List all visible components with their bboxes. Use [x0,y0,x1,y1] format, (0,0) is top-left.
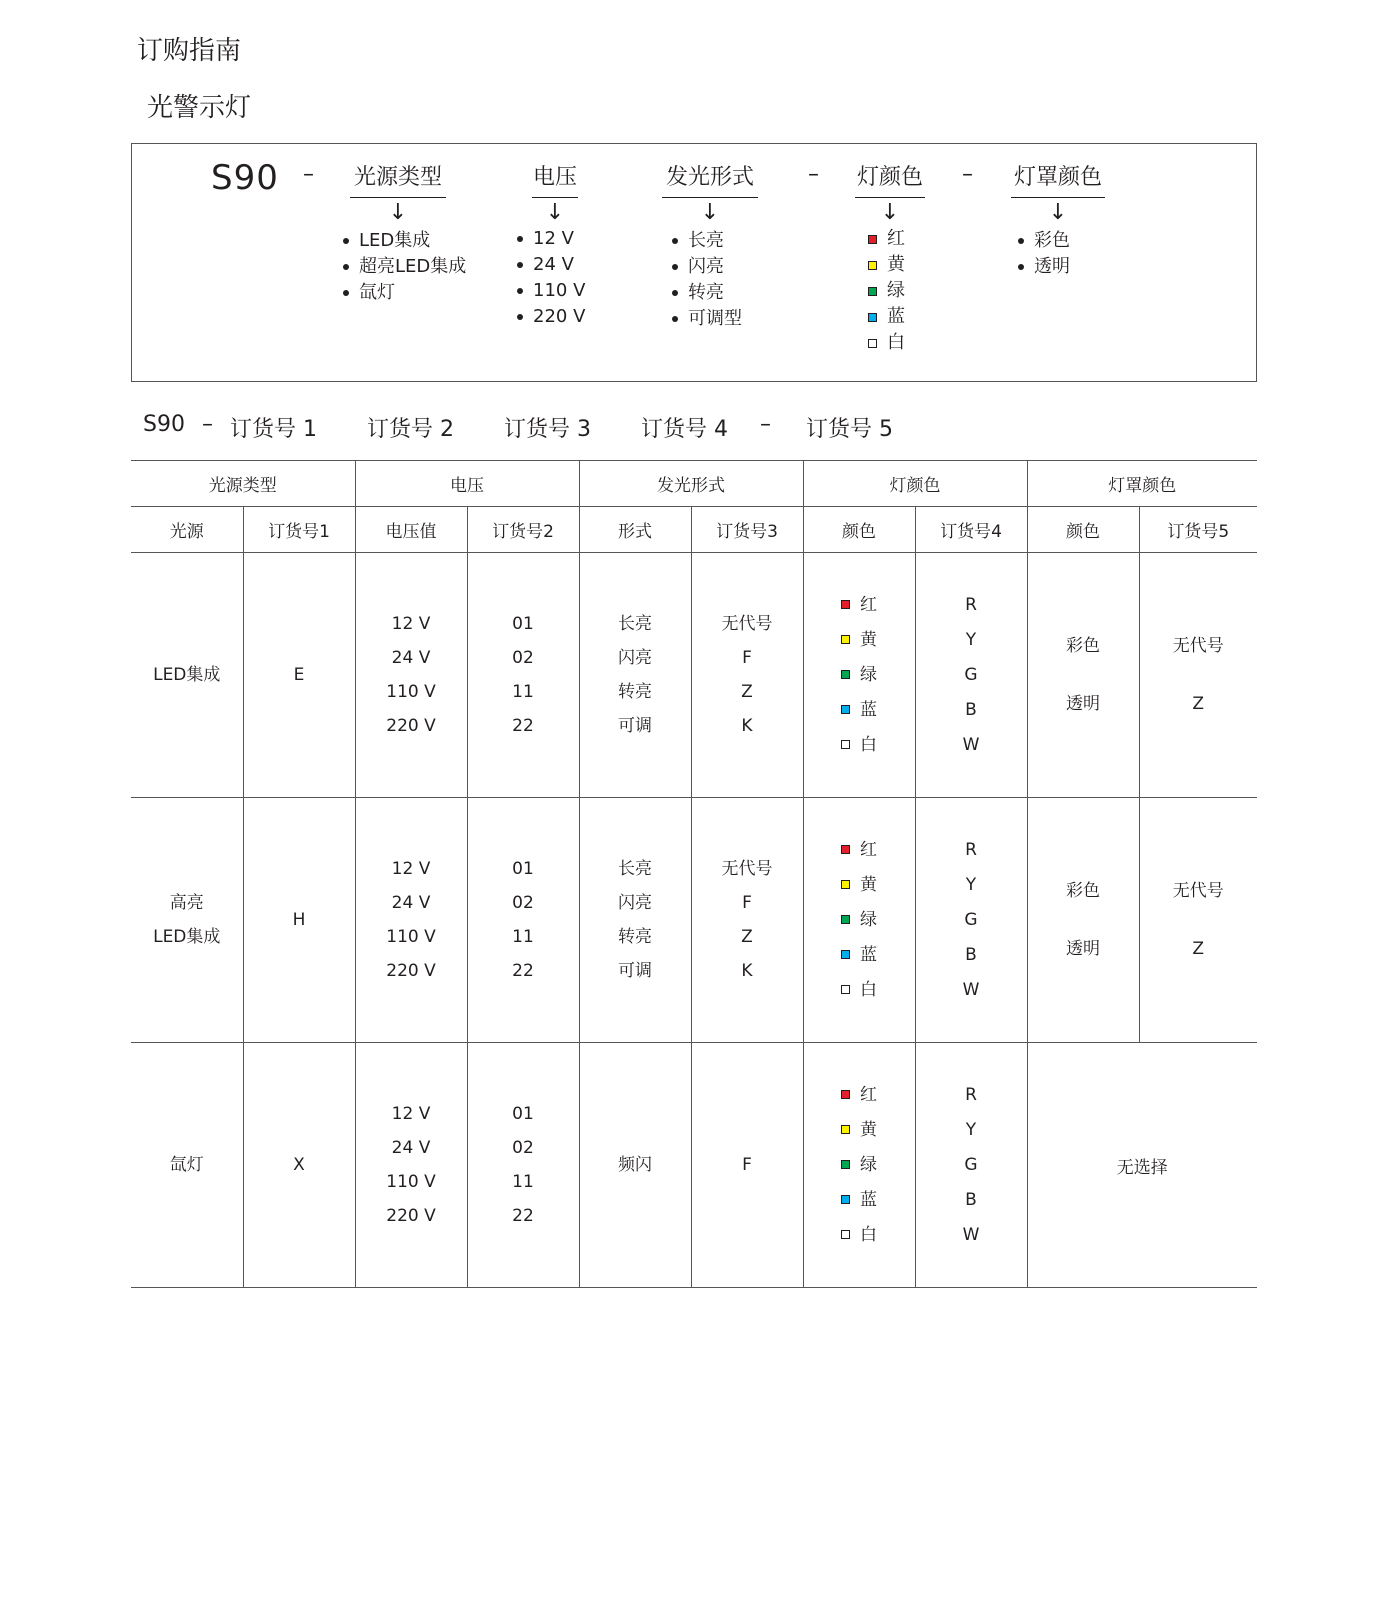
header-cell: 光源 [131,507,243,553]
option-item: 24 V [517,252,585,278]
code3-cell: F [691,1043,803,1288]
code1-cell: H [243,798,355,1043]
source-cell: 氙灯 [131,1043,243,1288]
option-item: 绿 [868,278,905,304]
lamp-color-group [855,160,925,224]
separator-dash: – [202,412,213,437]
arrow-down-icon: ↓ [700,200,720,225]
yellow-swatch-icon [868,261,877,270]
sub-header-row [131,507,1257,553]
section-subtitle: 光警示灯 [147,93,252,123]
voltage-label: 电压 [532,160,578,198]
white-swatch-icon [841,740,850,749]
option-item: 转亮 [672,280,742,306]
option-item: 黄 [868,252,905,278]
light-source-options [343,228,466,306]
white-swatch-icon [841,1230,850,1239]
code4-cell: R Y G B W [915,1043,1027,1288]
header-cell: 光源类型 [131,461,355,507]
voltage-options [517,226,585,330]
code3-cell: 无代号 F Z K [691,553,803,798]
code5-cell: 无代号 Z [1139,553,1257,798]
yellow-swatch-icon [841,880,850,889]
option-item: 可调型 [672,306,742,332]
arrow-down-icon: ↓ [1048,200,1068,225]
order-number-3-label: 订货号 3 [504,417,591,442]
header-cell: 订货号3 [691,507,803,553]
yellow-swatch-icon [841,635,850,644]
green-swatch-icon [841,670,850,679]
order-number-1-label: 订货号 1 [230,417,317,442]
lamp-color-cell: 红 黄 绿 蓝 白 [803,798,915,1043]
code1-cell: X [243,1043,355,1288]
option-item: 超亮LED集成 [343,254,466,280]
header-cell: 电压值 [355,507,467,553]
code3-cell: 无代号 F Z K [691,798,803,1043]
mode-cell: 长亮 闪亮 转亮 可调 [579,553,691,798]
separator-dash: – [760,412,771,437]
cover-color-label: 灯罩颜色 [1011,160,1105,198]
header-cell: 订货号2 [467,507,579,553]
lamp-color-label: 灯颜色 [855,160,925,198]
lamp-color-options [868,226,905,356]
option-item: LED集成 [343,228,466,254]
order-table [131,460,1257,1288]
separator-dash: – [808,162,819,187]
white-swatch-icon [868,339,877,348]
option-item: 220 V [517,304,585,330]
mode-options [672,228,742,332]
mode-group [662,160,758,224]
code2-cell: 01 02 11 22 [467,1043,579,1288]
order-number-4-label: 订货号 4 [641,417,728,442]
light-source-group [350,160,446,224]
lamp-color-cell: 红 黄 绿 蓝 白 [803,1043,915,1288]
option-item: 110 V [517,278,585,304]
option-item: 蓝 [868,304,905,330]
red-swatch-icon [841,845,850,854]
option-item: 白 [868,330,905,356]
white-swatch-icon [841,985,850,994]
cover-none-cell: 无选择 [1027,1043,1257,1288]
header-cell: 订货号4 [915,507,1027,553]
red-swatch-icon [841,600,850,609]
page-title: 订购指南 [137,36,242,66]
header-cell: 灯颜色 [803,461,1027,507]
order-number-2-label: 订货号 2 [367,417,454,442]
arrow-down-icon: ↓ [388,200,408,225]
mode-cell: 频闪 [579,1043,691,1288]
bullet-icon [343,290,349,296]
separator-dash: – [303,162,314,187]
blue-swatch-icon [868,313,877,322]
cover-color-options [1018,228,1070,280]
voltage-group [532,160,578,224]
red-swatch-icon [868,235,877,244]
separator-dash: – [962,162,973,187]
header-cell: 颜色 [803,507,915,553]
bullet-icon [517,314,523,320]
mode-cell: 长亮 闪亮 转亮 可调 [579,798,691,1043]
option-item: 彩色 [1018,228,1070,254]
bullet-icon [672,264,678,270]
bullet-icon [1018,238,1024,244]
header-cell: 颜色 [1027,507,1139,553]
yellow-swatch-icon [841,1125,850,1134]
cover-color-cell: 彩色 透明 [1027,798,1139,1043]
source-cell: 高亮 LED集成 [131,798,243,1043]
header-cell: 灯罩颜色 [1027,461,1257,507]
order-number-5-label: 订货号 5 [806,417,893,442]
mode-label: 发光形式 [662,160,758,198]
bullet-icon [672,238,678,244]
header-cell: 电压 [355,461,579,507]
group-header-row [131,461,1257,507]
code5-cell: 无代号 Z [1139,798,1257,1043]
cover-color-cell: 彩色 透明 [1027,553,1139,798]
blue-swatch-icon [841,705,850,714]
header-cell: 形式 [579,507,691,553]
code1-cell: E [243,553,355,798]
code4-cell: R Y G B W [915,553,1027,798]
arrow-down-icon: ↓ [545,200,565,225]
voltage-cell: 12 V 24 V 110 V 220 V [355,1043,467,1288]
option-item: 透明 [1018,254,1070,280]
option-item: 12 V [517,226,585,252]
voltage-cell: 12 V 24 V 110 V 220 V [355,798,467,1043]
bullet-icon [343,238,349,244]
code2-cell: 01 02 11 22 [467,553,579,798]
header-cell: 订货号1 [243,507,355,553]
model-prefix: S90 [143,412,185,437]
table-row [131,553,1257,798]
model-prefix: S90 [211,158,279,198]
order-number-line [0,412,1389,442]
bullet-icon [517,288,523,294]
table-row [131,798,1257,1043]
table-row [131,1043,1257,1288]
green-swatch-icon [868,287,877,296]
source-cell: LED集成 [131,553,243,798]
light-source-label: 光源类型 [350,160,446,198]
bullet-icon [1018,264,1024,270]
option-item: 氙灯 [343,280,466,306]
arrow-down-icon: ↓ [880,200,900,225]
option-item: 闪亮 [672,254,742,280]
bullet-icon [517,236,523,242]
blue-swatch-icon [841,950,850,959]
green-swatch-icon [841,915,850,924]
bullet-icon [343,264,349,270]
code2-cell: 01 02 11 22 [467,798,579,1043]
option-item: 红 [868,226,905,252]
cover-color-group [1011,160,1105,224]
code4-cell: R Y G B W [915,798,1027,1043]
lamp-color-cell: 红 黄 绿 蓝 白 [803,553,915,798]
bullet-icon [672,316,678,322]
voltage-cell: 12 V 24 V 110 V 220 V [355,553,467,798]
header-cell: 订货号5 [1139,507,1257,553]
option-item: 长亮 [672,228,742,254]
bullet-icon [517,262,523,268]
header-cell: 发光形式 [579,461,803,507]
blue-swatch-icon [841,1195,850,1204]
bullet-icon [672,290,678,296]
red-swatch-icon [841,1090,850,1099]
green-swatch-icon [841,1160,850,1169]
